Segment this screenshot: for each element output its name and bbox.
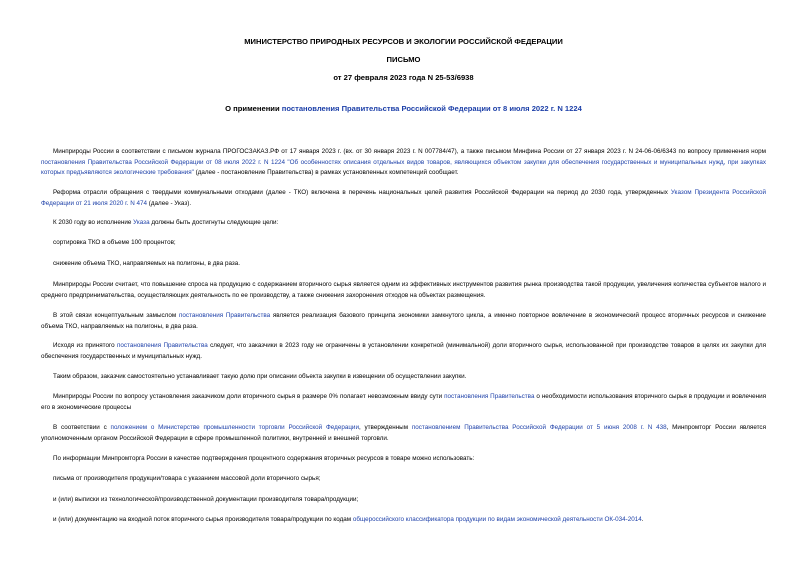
paragraph-text: Минприроды России по вопросу установления заказчиком доли вторичного сырья в размере 0% полагает невозможным ввиду сути	[53, 393, 445, 400]
paragraph-text: Минприроды России в соответствии с письмом журнала ПРОГОСЗАКАЗ.РФ от 17 января 2023 г. (вх. от 30 января 2023 г. N 007784/47), а также письмом Минфина России от 27 января 2023 г. N 24-06-06/6343 по вопросу применения норм	[53, 148, 766, 155]
paragraph-text: Исходя из принятого	[53, 342, 117, 349]
paragraph-text: Таким образом, заказчик самостоятельно устанавливает такую долю при описании объекта закупки в извещении об осуществлении закупки.	[53, 373, 467, 380]
ministry-title: МИНИСТЕРСТВО ПРИРОДНЫХ РЕСУРСОВ И ЭКОЛОГИИ РОССИЙСКОЙ ФЕДЕРАЦИИ	[244, 37, 563, 46]
resolution-link[interactable]: постановления Правительства	[116, 342, 208, 349]
paragraph-7	[41, 311, 766, 332]
paragraph-text: снижение объема ТКО, направляемых на полигоны, в два раза.	[53, 260, 241, 267]
paragraph-9	[41, 372, 766, 383]
subject-prefix: О применении	[225, 104, 282, 113]
paragraph-13	[41, 474, 766, 485]
paragraph-15	[41, 515, 766, 526]
paragraph-text: (далее - Указ).	[147, 199, 192, 207]
paragraph-text: Минприроды России считает, что повышение спроса на продукцию с содержанием вторичного сырья является одним из эффективных инструментов развития рынка производства такой продукции, увеличения количества субъектов малого и среднего предпринимательства, осуществляющих деятельность по ее производству, а также снижения захоронения отходов на объектах размещения.	[41, 281, 766, 299]
subject-link[interactable]: постановления Правительства Российской Федерации от 8 июля 2022 г. N 1224	[281, 104, 582, 113]
paragraph-8	[41, 341, 766, 362]
paragraph-4	[41, 238, 766, 249]
paragraph-3	[41, 218, 766, 229]
paragraph-5	[41, 259, 766, 270]
paragraph-text: По информации Минпромторга России в качестве подтверждения процентного содержания вторичных ресурсов в товаре можно использовать:	[53, 455, 475, 462]
paragraph-10	[41, 392, 766, 413]
paragraph-text: следует, что заказчики в 2023 году не ограничены в установлении конкретной (минимальной) доли вторичного сырья, использованной при производстве товаров в целях их закупки для обеспечения государственных и муниципальных нужд.	[41, 342, 766, 360]
paragraph-text: В этой связи концептуальным замыслом	[53, 312, 179, 319]
resolution-link[interactable]: постановления Правительства Российской Федерации от 08 июля 2022 г. N 1224 "Об особенностях описания отдельных видов товаров, являющихся объектом закупки для обеспечения государственных и муниципальных нужд, при закупках которых предъявляются экологические требования"	[41, 158, 766, 176]
decree-link[interactable]: Указом Президента Российской Федерации от 21 июля 2020 г. N 474	[41, 189, 766, 207]
paragraph-11	[41, 423, 766, 444]
paragraph-text: Реформа отрасли обращения с твердыми коммунальными отходами (далее - ТКО) включена в перечень национальных целей развития Российской Федерации на период до 2030 года, утвержденных	[53, 189, 671, 196]
paragraph-text: В соответствии с	[53, 424, 111, 431]
paragraph-12	[41, 454, 766, 465]
paragraph-text: и (или) документацию на входной поток вторичного сырья производителя товара/продукции по кодам	[53, 516, 353, 523]
resolution-link[interactable]: постановления Правительства	[444, 393, 535, 400]
paragraph-text: .	[641, 516, 644, 523]
paragraph-text: К 2030 году во исполнение	[53, 219, 134, 226]
paragraph-text: является реализация базового принципа экономики замкнутого цикла, а именно повторное вовлечение в экономический процесс вторичных ресурсов и снижение объема ТКО, направляемых на полигоны, в два раза.	[41, 312, 766, 330]
resolution-438-link[interactable]: постановлением Правительства Российской Федерации от 5 июня 2008 г. N 438	[411, 424, 667, 431]
paragraph-1	[41, 147, 766, 179]
document-date-number: от 27 февраля 2023 года N 25-53/6938	[333, 73, 474, 82]
paragraph-text: (далее - постановление Правительства) в рамках установленных компетенций сообщает.	[193, 169, 459, 176]
paragraph-text: , Минпромторг России является уполномоченным органом Российской Федерации в сфере промышленной политики, внутренней и внешней торговли.	[41, 424, 766, 442]
paragraph-text: сортировка ТКО в объеме 100 процентов;	[53, 239, 176, 246]
resolution-link[interactable]: постановления Правительства	[178, 312, 271, 319]
classifier-link[interactable]: общероссийского классификатора продукции по видам экономической деятельности ОК-034-2014	[352, 516, 642, 523]
paragraph-text: письма от производителя продукции/товара с указанием массовой доли вторичного сырья;	[53, 475, 321, 482]
paragraph-6	[41, 280, 766, 301]
paragraph-2	[41, 188, 766, 209]
paragraph-text: о необходимости использования вторичного сырья в продукции и вовлечения его в экономические процессы	[41, 393, 766, 411]
decree-link[interactable]: Указа	[133, 219, 150, 226]
document-type: ПИСЬМО	[386, 55, 421, 64]
document-subject	[0, 104, 807, 114]
ministry-regulation-link[interactable]: положением о Министерстве промышленности торговли Российской Федерации	[110, 424, 359, 431]
paragraph-text: должны быть достигнуты следующие цели:	[149, 219, 279, 226]
paragraph-text: и (или) выписки из технологической/производственной документации производителя товара/продукции;	[53, 496, 359, 503]
paragraph-14	[41, 495, 766, 506]
paragraph-text: , утвержденным	[358, 424, 412, 431]
